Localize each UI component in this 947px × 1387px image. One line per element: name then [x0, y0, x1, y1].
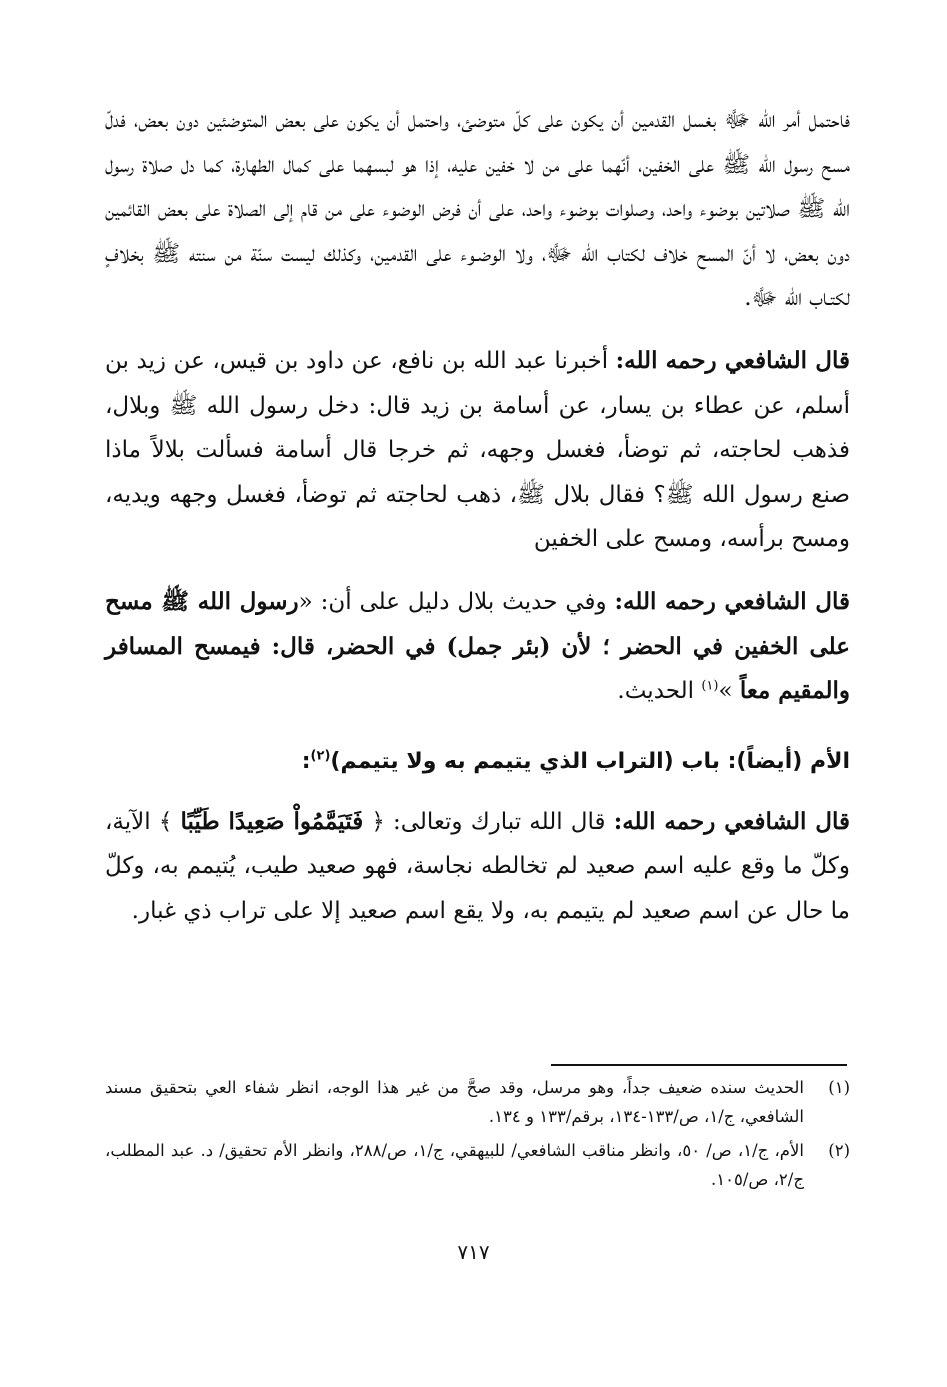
paragraph-2 [105, 339, 850, 562]
paragraph-4-lead: قال الله تبارك وتعالى: ﴿ [363, 808, 614, 835]
main-text-block [105, 98, 850, 934]
paragraph-3 [105, 580, 850, 714]
page-number: ٧١٧ [457, 1240, 490, 1264]
quran-verse: فَتَيَمَّمُواْ صَعِيدًا طَيِّبًا [180, 807, 364, 835]
section-heading-text: الأم (أيضاً): باب (التراب الذي يتيمم به ولا يتيمم) [330, 748, 850, 774]
footnote-marker-1[interactable]: (١) [701, 678, 719, 694]
speaker-label: قال الشافعي رحمه الله: [615, 346, 850, 374]
paragraph-3-close: » [718, 678, 740, 705]
footnotes-section [105, 1073, 850, 1199]
section-heading-colon: : [301, 748, 311, 774]
footnote-number: (١) [828, 1078, 850, 1097]
footnote-number: (٢) [828, 1141, 850, 1160]
footnote-marker-2[interactable]: (٢) [310, 748, 331, 764]
speaker-label: قال الشافعي رحمه الله: [614, 587, 850, 615]
footnote-text: الحديث سنده ضعيف جداً، وهو مرسل، وقد صحَّ من غير هذا الوجه، انظر شفاء العي بتحقيق مسند الشافعي، ج/١، ص/١٣٣-١٣٤، برقم/١٣٣ و ١٣٤. [105, 1078, 804, 1126]
paragraph-3-quote: رسول الله ﷺ مسح على الخفين في الحضر ؛ لأن (بئر جمل) في الحضر، قال: فيمسح المسافر والمقيم معاً [105, 587, 850, 705]
section-heading [105, 742, 850, 782]
footnote-text: الأم، ج/١، ص/ ٥٠، وانظر مناقب الشافعي/ للبيهقي، ج/١، ص/٢٨٨، وانظر الأم تحقيق/ د. عبد المطلب، ج/٢، ص/١٠٥. [105, 1141, 804, 1189]
paragraph-1 [105, 98, 850, 321]
paragraph-4 [105, 800, 850, 934]
paragraph-3-lead: وفي حديث بلال دليل على أن: « [298, 588, 615, 615]
paragraph-3-tail: الحديث. [617, 678, 702, 705]
paragraph-1-text: فاحتمل أمر الله ﷻ بغسل القدمين أن يكون على كلّ متوضئ، واحتمل أن يكون على بعض المتوضئين دون بعض، فدلّ مسح رسول الله ﷺ على الخفين، أنّهما على من لا خفين عليه، إذا هو لبسهما على كمال الطهارة، كما دل صلاة رسول الله ﷺ صلاتين بوضوء واحد، وصلوات بوضوء واحد، على أن فرض الوضوء على من قام إلى الصلاة على بعض القائمين دون بعض، لا أنّ المسح خلاف لكتاب الله ﷻ، ولا الوضـوء على القدمين، وكذلك ليست سنّة من سنته ﷺ بخلافٍ لكتـاب الله ﷻ. [105, 107, 850, 312]
footnote-divider [551, 1064, 847, 1066]
footnote-2 [105, 1136, 850, 1194]
paragraph-2-text: أخبرنا عبد الله بن نافع، عن داود بن قيس، عن زيد بن أسلم، عن عطاء بن يسار، عن أسامة بن زيد قال: دخل رسول الله ﷺ وبلال، فذهب لحاجته، ثم توضأ، فغسل وجهه، ثم خرجا قال أسامة فسألت بلالاً ماذا صنع رسول الله ﷺ؟ فقال بلال ﷺ، ذهب لحاجته ثم توضأ، فغسل وجهه ويديه، ومسح برأسه، ومسح على الخفين [105, 347, 850, 553]
footnote-1 [105, 1073, 850, 1131]
speaker-label: قال الشافعي رحمه الله: [613, 807, 850, 835]
paragraph-4-text: ﴾ الآية، وكلّ ما وقع عليه اسم صعيد لم تخالطه نجاسة، فهو صعيد طيب، يُتيمم به، وكلّ ما حال عن اسم صعيد لم يتيمم به، ولا يقع اسم صعيد إلا على تراب ذي غبار. [105, 808, 850, 924]
